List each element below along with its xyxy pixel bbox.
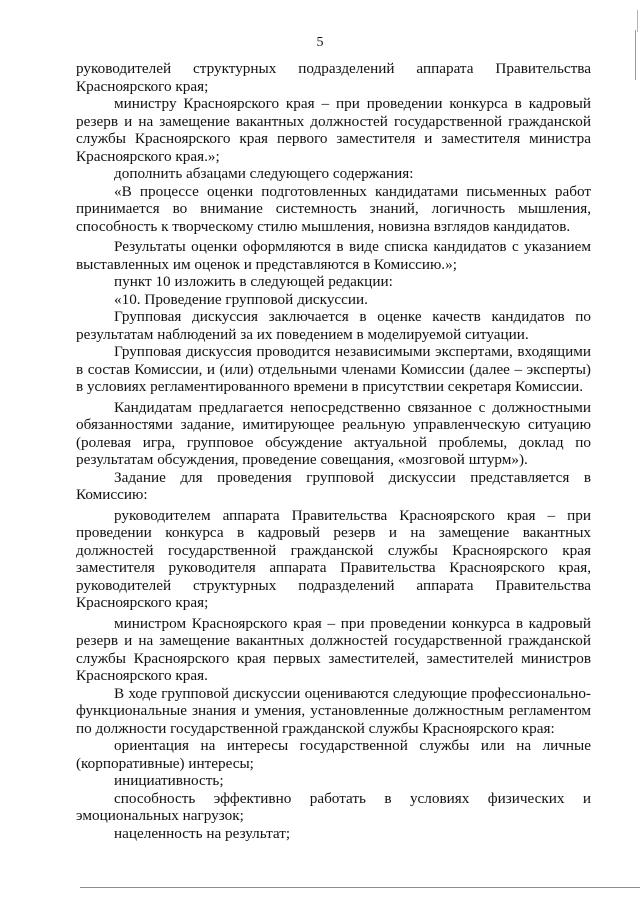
page-number: 5: [316, 35, 324, 50]
scan-edge-mark: [637, 10, 638, 32]
paragraph: руководителей структурных подразделений аппарата Правительства Красноярского края;: [76, 60, 591, 95]
paragraph: министром Красноярского края – при проведении конкурса в кадровый резерв и на замещение вакантных должностей государственной гражданской службы Красноярского края первых заместителей, заместителей министров Красноярского края.: [76, 614, 591, 684]
paragraph: Групповая дискуссия заключается в оценке качеств кандидатов по результатам наблюдений за их поведением в моделируемой ситуации.: [76, 308, 591, 343]
paragraph: Задание для проведения групповой дискуссии представляется в Комиссию:: [76, 468, 591, 503]
paragraph: Результаты оценки оформляются в виде списка кандидатов с указанием выставленных им оценок и представляются в Комиссию.»;: [76, 238, 591, 273]
paragraph: В ходе групповой дискуссии оцениваются следующие профессионально-функциональные знания и умения, установленные должностным регламентом по должности государственной гражданской службы Красноярского края:: [76, 684, 591, 737]
document-body: [76, 60, 591, 842]
paragraph: нацеленность на результат;: [114, 824, 291, 842]
scan-bottom-edge: [80, 887, 640, 888]
paragraph: Кандидатам предлагается непосредственно связанное с должностными обязанностями задание, имитирующее реальную управленческую ситуацию (ролевая игра, групповое обсуждение актуальной проблемы, доклад по результатам обсуждения, проведение совещания, «мозговой штурм»).: [76, 398, 591, 468]
scan-edge-mark: [635, 30, 636, 80]
paragraph: инициативность;: [114, 772, 224, 789]
paragraph: «10. Проведение групповой дискуссии.: [114, 290, 368, 308]
paragraph: ориентация на интересы государственной службы или на личные (корпоративные) интересы;: [76, 737, 591, 772]
paragraph: министру Красноярского края – при проведении конкурса в кадровый резерв и на замещение вакантных должностей государственной гражданской службы Красноярского края первого заместителя и заместителя министра Красноярского края.»;: [76, 95, 591, 165]
paragraph: способность эффективно работать в условиях физических и эмоциональных нагрузок;: [76, 789, 591, 824]
paragraph: руководителем аппарата Правительства Красноярского края – при проведении конкурса в кадровый резерв и на замещение вакантных должностей государственной гражданской службы Красноярского края заместителя руководителя аппарата Правительства Красноярского края, руководителей структурных подразделений аппарата Правительства Красноярского края;: [76, 506, 591, 611]
paragraph: дополнить абзацами следующего содержания:: [114, 165, 414, 182]
paragraph: пункт 10 изложить в следующей редакции:: [114, 273, 393, 290]
paragraph: Групповая дискуссия проводится независимыми экспертами, входящими в состав Комиссии, и (или) отдельными членами Комиссии (далее – эксперты) в условиях регламентированного времени в присутствии секретаря Комиссии.: [76, 343, 591, 395]
paragraph: «В процессе оценки подготовленных кандидатами письменных работ принимается во внимание системность знаний, логичность мышления, способность к творческому стилю мышления, новизна взглядов кандидатов.: [76, 182, 591, 235]
